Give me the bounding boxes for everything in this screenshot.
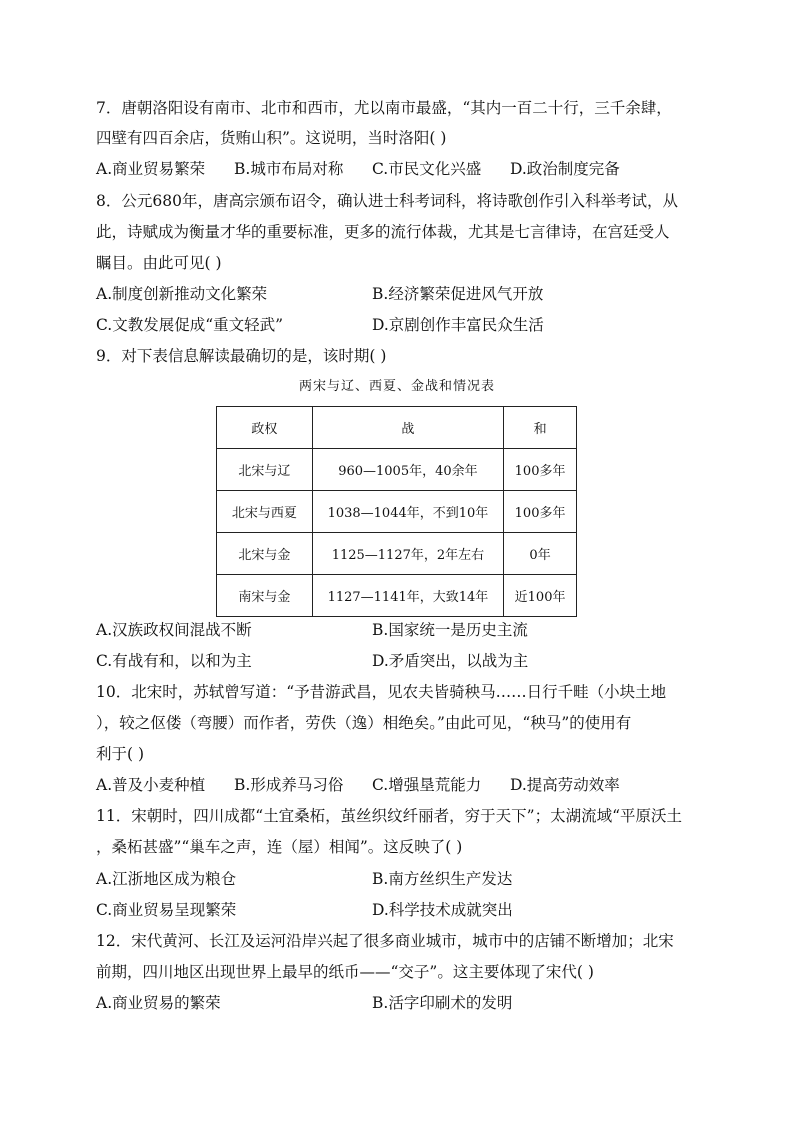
question-9-option-a: A.汉族政权间混战不断 <box>96 621 252 639</box>
table-cell: 1125—1127年，2年左右 <box>312 533 503 575</box>
question-12-line-2: 前期，四川地区出现世界上最早的纸币——“交子”。这主要体现了宋代( ) <box>96 963 594 981</box>
question-7-option-a: A.商业贸易繁荣 <box>96 160 206 178</box>
table-cell: 北宋与金 <box>217 533 313 575</box>
question-9-option-c: C.有战有和，以和为主 <box>96 652 252 670</box>
question-10-line-2: ），较之伛偻（弯腰）而作者，劳佚（逸）相绝矣。”由此可见，“秧马”的使用有 <box>96 714 632 732</box>
table-header-cell: 和 <box>504 407 577 449</box>
question-11-option-b: B.南方丝织生产发达 <box>372 870 513 888</box>
question-11-line-1: 11．宋朝时，四川成都“土宜桑柘，茧丝织纹纤丽者，穷于天下”；太湖流域“平原沃土 <box>96 807 682 825</box>
table-cell: 1038—1044年，不到10年 <box>312 491 503 533</box>
question-8-line-2: 此，诗赋成为衡量才华的重要标准，更多的流行体裁，尤其是七言律诗，在宫廷受人 <box>96 223 670 241</box>
table-cell: 南宋与金 <box>217 575 313 617</box>
table-row <box>217 575 577 617</box>
question-11-option-c: C.商业贸易呈现繁荣 <box>96 901 237 919</box>
question-12-line-1: 12．宋代黄河、长江及运河沿岸兴起了很多商业城市，城市中的店铺不断增加；北宋 <box>96 932 674 950</box>
question-10-option-d: D.提高劳动效率 <box>510 776 620 794</box>
table-cell: 100多年 <box>504 491 577 533</box>
war-peace-table <box>216 406 577 617</box>
table-cell: 近100年 <box>504 575 577 617</box>
question-8-line-1: 8．公元680年，唐高宗颁布诏令，确认进士科考词科，将诗歌创作引入科举考试，从 <box>96 192 678 210</box>
question-10-line-3: 利于( ) <box>96 745 145 763</box>
question-10-option-b: B.形成养马习俗 <box>234 776 344 794</box>
table-row <box>217 491 577 533</box>
question-8-option-c: C.文教发展促成“重文轻武” <box>96 316 284 334</box>
question-10-line-1: 10．北宋时，苏轼曾写道：“予昔游武昌，见农夫皆骑秧马……日行千畦（小块土地 <box>96 683 667 701</box>
question-8-option-b: B.经济繁荣促进风气开放 <box>372 285 544 303</box>
question-11-option-a: A.江浙地区成为粮仓 <box>96 870 237 888</box>
table-header-cell: 战 <box>312 407 503 449</box>
table-row <box>217 449 577 491</box>
question-7-line-1: 7．唐朝洛阳设有南市、北市和西市，尤以南市最盛，“其内一百二十行，三千余肆， <box>96 99 672 117</box>
question-9-option-d: D.矛盾突出，以战为主 <box>372 652 529 670</box>
table-cell: 960—1005年，40余年 <box>312 449 503 491</box>
table-row <box>217 533 577 575</box>
question-10-option-c: C.增强垦荒能力 <box>372 776 482 794</box>
table-cell: 1127—1141年，大致14年 <box>312 575 503 617</box>
table-cell: 100多年 <box>504 449 577 491</box>
table-cell: 0年 <box>504 533 577 575</box>
table-cell: 北宋与西夏 <box>217 491 313 533</box>
question-9-line-1: 9．对下表信息解读最确切的是，该时期( ) <box>96 347 387 365</box>
question-8-option-a: A.制度创新推动文化繁荣 <box>96 285 268 303</box>
question-12-option-a: A.商业贸易的繁荣 <box>96 994 221 1012</box>
table-caption: 两宋与辽、西夏、金战和情况表 <box>298 379 495 394</box>
question-11-option-d: D.科学技术成就突出 <box>372 901 513 919</box>
table-cell: 北宋与辽 <box>217 449 313 491</box>
question-8-line-3: 瞩目。由此可见( ) <box>96 254 222 272</box>
question-10-option-a: A.普及小麦种植 <box>96 776 206 794</box>
question-7-option-c: C.市民文化兴盛 <box>372 160 482 178</box>
question-7-option-d: D.政治制度完备 <box>510 160 620 178</box>
question-11-line-2: ，桑柘甚盛”“巢车之声，连（屋）相闻”。这反映了( ) <box>96 838 463 856</box>
question-12-option-b: B.活字印刷术的发明 <box>372 994 513 1012</box>
question-9-option-b: B.国家统一是历史主流 <box>372 621 528 639</box>
table-header-cell: 政权 <box>217 407 313 449</box>
question-8-option-d: D.京剧创作丰富民众生活 <box>372 316 544 334</box>
table-header-row <box>217 407 577 449</box>
question-7-line-2: 四壁有四百余店，货贿山积”。这说明，当时洛阳( ) <box>96 129 447 147</box>
question-7-option-b: B.城市布局对称 <box>234 160 344 178</box>
